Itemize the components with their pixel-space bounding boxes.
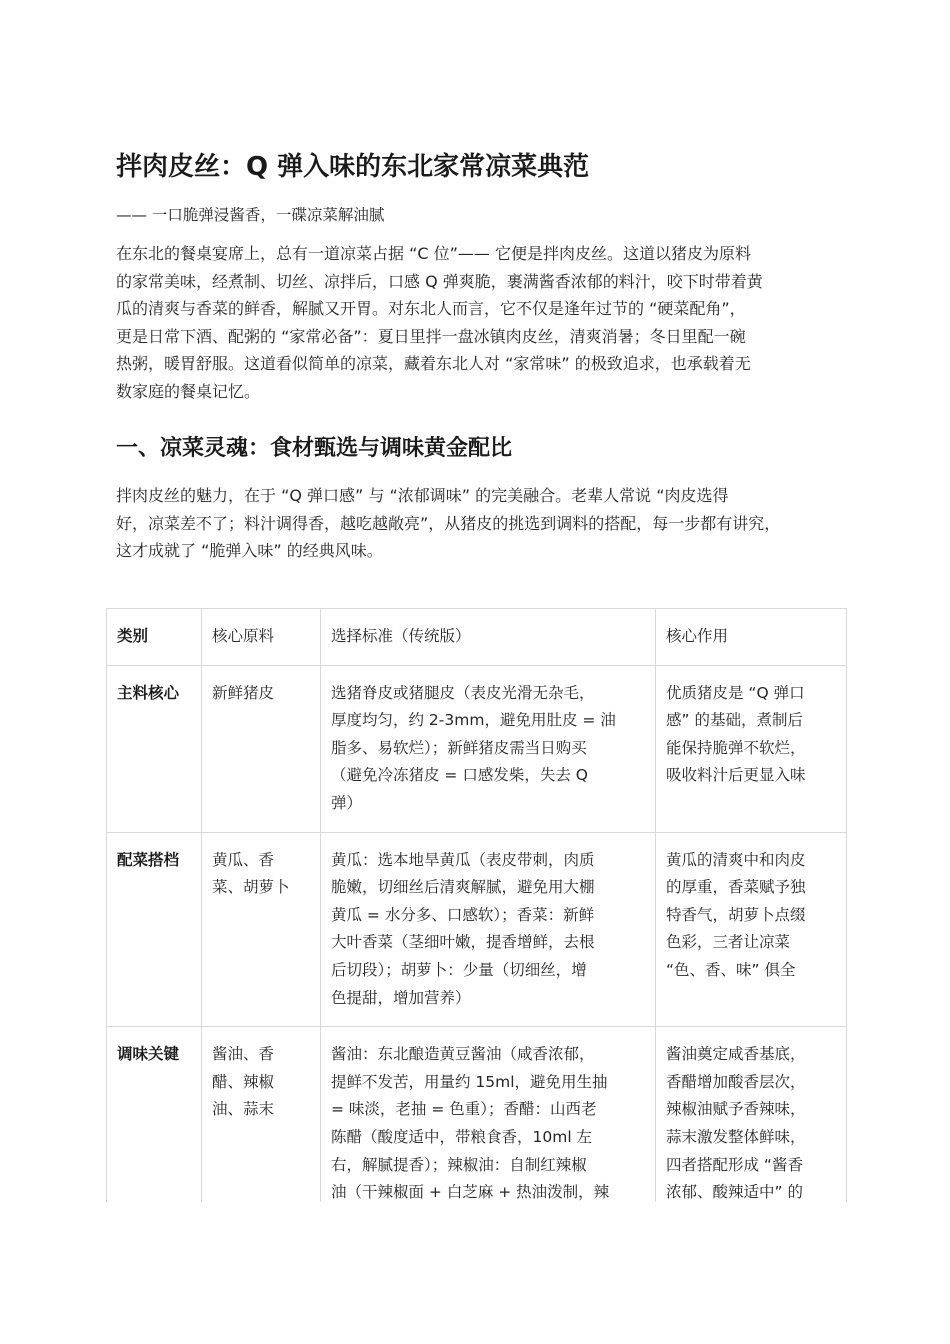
cell-line: 右，解腻提香）；辣椒油：自制红辣椒 xyxy=(331,1155,587,1174)
table-header-row xyxy=(107,609,847,666)
article-subtitle: —— 一口脆弹浸酱香，一碟凉菜解油腻 xyxy=(116,206,385,224)
header-ingredients: 核心原料 xyxy=(202,609,321,666)
intro-line: 在东北的餐桌宴席上，总有一道凉菜占据 “C 位”—— 它便是拌肉皮丝。这道以猪皮为原料 xyxy=(116,244,752,263)
table-row xyxy=(107,832,847,1027)
intro-line: 的家常美味，经煮制、切丝、凉拌后，口感 Q 弹爽脆，裹满酱香浓郁的料汁，咬下时带着黄 xyxy=(116,271,763,291)
section-line: 拌肉皮丝的魅力，在于 “Q 弹口感” 与 “浓郁调味” 的完美融合。老辈人常说 “肉皮选得 xyxy=(116,486,729,505)
cell-line: 后切段）；胡萝卜：少量（切细丝，增 xyxy=(331,960,587,979)
row-ingredients xyxy=(202,832,321,1027)
intro-line: 更是日常下酒、配粥的 “家常必备”：夏日里拌一盘冰镇肉皮丝，清爽消暑；冬日里配一碗 xyxy=(116,326,746,346)
intro-line: 数家庭的餐桌记忆。 xyxy=(116,381,261,401)
cell-line: 酱油、香 xyxy=(212,1045,275,1064)
cell-line: 酱油：东北酿造黄豆酱油（咸香浓郁， xyxy=(331,1045,595,1064)
header-standard: 选择标准（传统版） xyxy=(321,609,656,666)
cell-line: 黄瓜 = 水分多、口感软）；香菜：新鲜 xyxy=(331,905,595,924)
cell-line: 香醋增加酸香层次， xyxy=(666,1072,806,1091)
cell-line: 油、蒜末 xyxy=(212,1100,275,1119)
cell-line: 陈醋（酸度适中，带粮食香，10ml 左 xyxy=(331,1127,593,1146)
cell-line: 感” 的基础，煮制后 xyxy=(666,711,803,730)
header-role: 核心作用 xyxy=(656,609,847,666)
cell-line: 优质猪皮是 “Q 弹口 xyxy=(666,683,805,702)
cell-line: 蒜末激发整体鲜味， xyxy=(666,1127,806,1146)
row-standard xyxy=(321,1027,656,1202)
row-ingredients xyxy=(202,1027,321,1202)
row-standard xyxy=(321,832,656,1027)
intro-line: 瓜的清爽与香菜的鲜香，解腻又开胃。对东北人而言，它不仅是逢年过节的 “硬菜配角”， xyxy=(116,299,746,319)
cell-line: “色、香、味” 俱全 xyxy=(666,960,796,979)
cell-line: 特香气，胡萝卜点缀 xyxy=(666,905,806,924)
cell-line: 选猪脊皮或猪腿皮（表皮光滑无杂毛， xyxy=(331,683,595,702)
cell-line: 油（干辣椒面 + 白芝麻 + 热油泼制，辣 xyxy=(331,1183,610,1202)
row-role xyxy=(656,1027,847,1202)
intro-line: 热粥，暖胃舒服。这道看似简单的凉菜，藏着东北人对 “家常味” 的极致追求，也承载着无 xyxy=(116,354,751,374)
article-title: 拌肉皮丝：Q 弹入味的东北家常凉菜典范 xyxy=(116,152,590,182)
cell-line: 黄瓜的清爽中和肉皮 xyxy=(666,850,806,869)
cell-line: 醋、辣椒 xyxy=(212,1072,275,1091)
cell-line: 脆嫩，切细丝后清爽解腻，避免用大棚 xyxy=(331,878,595,897)
cell-line: 菜、胡萝卜 xyxy=(212,878,290,897)
row-category: 调味关键 xyxy=(107,1027,202,1202)
ingredients-table xyxy=(106,608,847,1202)
cell-line: 提鲜不发苦，用量约 15ml，避免用生抽 xyxy=(331,1072,608,1091)
cell-line: 新鲜猪皮 xyxy=(212,683,275,702)
row-category: 主料核心 xyxy=(107,665,202,832)
row-role xyxy=(656,665,847,832)
header-category: 类别 xyxy=(107,609,202,666)
section-line: 好，凉菜差不了；料汁调得香，越吃越敞亮”，从猪皮的挑选到调料的搭配，每一步都有讲究， xyxy=(116,513,781,533)
cell-line: 辣椒油赋予香辣味， xyxy=(666,1100,806,1119)
cell-line: 弹） xyxy=(331,793,363,812)
cell-line: 酱油奠定咸香基底， xyxy=(666,1045,806,1064)
table-row xyxy=(107,1027,847,1202)
cell-line: 大叶香菜（茎细叶嫩，提香增鲜，去根 xyxy=(331,933,595,952)
row-category: 配菜搭档 xyxy=(107,832,202,1027)
cell-line: 色彩，三者让凉菜 xyxy=(666,933,791,952)
cell-line: 的厚重，香菜赋予独 xyxy=(666,878,806,897)
cell-line: 脂多、易软烂）；新鲜猪皮需当日购买 xyxy=(331,738,587,757)
cell-line: = 味淡，老抽 = 色重）；香醋：山西老 xyxy=(331,1100,597,1119)
cell-line: 浓郁、酸辣适中” 的 xyxy=(666,1183,803,1202)
section-line: 这才成就了 “脆弹入味” 的经典风味。 xyxy=(116,541,383,561)
section-paragraph xyxy=(116,482,844,565)
cell-line: 四者搭配形成 “酱香 xyxy=(666,1155,803,1174)
cell-line: 能保持脆弹不软烂， xyxy=(666,738,806,757)
row-standard xyxy=(321,665,656,832)
cell-line: 色提甜，增加营养） xyxy=(331,988,471,1007)
row-role xyxy=(656,832,847,1027)
cell-line: （避免冷冻猪皮 = 口感发柴，失去 Q xyxy=(331,766,588,785)
section-heading: 一、凉菜灵魂：食材甄选与调味黄金配比 xyxy=(116,436,513,461)
cell-line: 黄瓜：选本地旱黄瓜（表皮带刺，肉质 xyxy=(331,850,595,869)
cell-line: 厚度均匀，约 2-3mm，避免用肚皮 = 油 xyxy=(331,711,616,730)
table-row xyxy=(107,665,847,832)
intro-paragraph xyxy=(116,240,844,406)
cell-line: 黄瓜、香 xyxy=(212,850,275,869)
cell-line: 吸收料汁后更显入味 xyxy=(666,766,806,785)
row-ingredients xyxy=(202,665,321,832)
